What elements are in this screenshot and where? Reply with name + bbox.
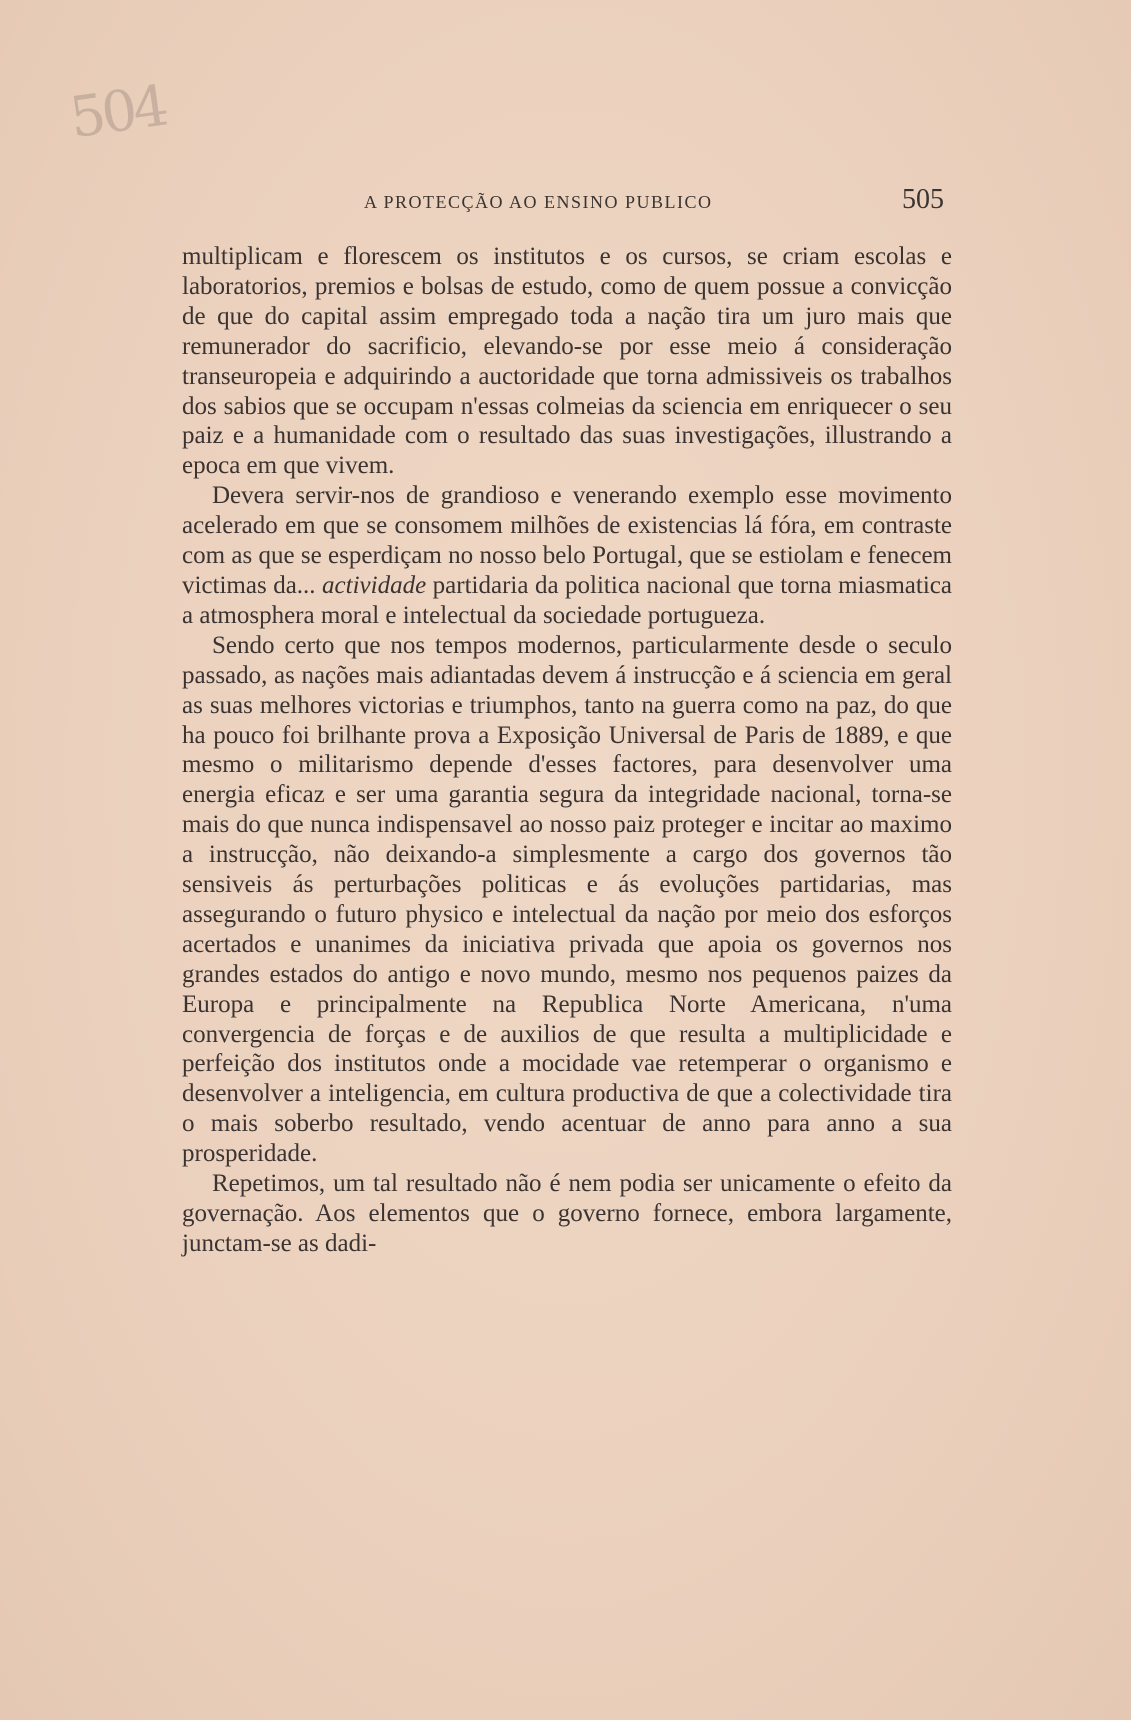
paragraph-text: Devera servir-nos de grandioso e venerando exemplo esse movimento acelerado em que se consomem milhões de existencias lá fóra, em contraste com as que se esperdiçam no nosso belo Portugal, que se estiolam e fenecem victimas da... — [182, 482, 952, 599]
paragraph-instruccao: Sendo certo que nos tempos modernos, particularmente desde o seculo passado, as nações mais adiantadas devem á instrucção e á sciencia em geral as suas melhores victorias e triumphos, tanto na guerra como na paz, do que ha pouco foi brilhante prova a Exposição Universal de Paris de 1889, e que mesmo o militarismo depende d'esses factores, para desenvolver uma energia eficaz e ser uma garantia segura da integridade nacional, torna-se mais do que nunca indispensavel ao nosso paiz proteger e incitar ao maximo a instrucção, não deixando-a simplesmente a cargo dos governos tão sensiveis ás perturbações politicas e ás evoluções partidarias, mas assegurando o futuro physico e intelectual da nação por meio dos esforços acertados e unanimes da iniciativa privada que apoia os governos nos grandes estados do antigo e novo mundo, mesmo nos pequenos paizes da Europa e principalmente na Republica Norte Americana, n'uma convergencia de forças e de auxilios de que resulta a multiplicidade e perfeição dos institutos onde a mocidade vae retemperar o organismo e desenvolver a inteligencia, em cultura productiva de que a colectividade tira o mais soberbo resultado, vendo acentuar de anno para anno a sua prosperidade. — [182, 631, 952, 1168]
running-title: A PROTECÇÃO AO ENSINO PUBLICO — [364, 192, 713, 212]
paragraph-repetimos: Repetimos, um tal resultado não é nem podia ser unicamente o efeito da governação. Aos elementos que o governo fornece, embora largamente, junctam-se as dadi- — [182, 1170, 952, 1257]
italic-term: actividade — [322, 571, 427, 599]
body-text — [182, 242, 952, 1259]
paragraph-text: partidaria da politica nacional que torna miasmatica a atmosphera moral e intelectual da sociedade portugueza. — [182, 571, 952, 629]
paragraph-exemplo — [182, 481, 952, 631]
pencil-page-note: 504 — [65, 73, 169, 152]
page-number: 505 — [902, 184, 944, 215]
paragraph-continued: multiplicam e florescem os institutos e os cursos, se criam escolas e laboratorios, premios e bolsas de estudo, como de quem possue a convicção de que do capital assim empregado toda a nação tira um juro mais que remunerador do sacrificio, elevando-se por esse meio á consideração transeuropeia e adquirindo a auctoridade que torna admissiveis os trabalhos dos sabios que se occupam n'essas colmeias da sciencia em enriquecer o seu paiz e a humanidade com o resultado das suas investigações, illustrando a epoca em que vivem. — [182, 243, 952, 480]
page-header — [182, 184, 952, 224]
